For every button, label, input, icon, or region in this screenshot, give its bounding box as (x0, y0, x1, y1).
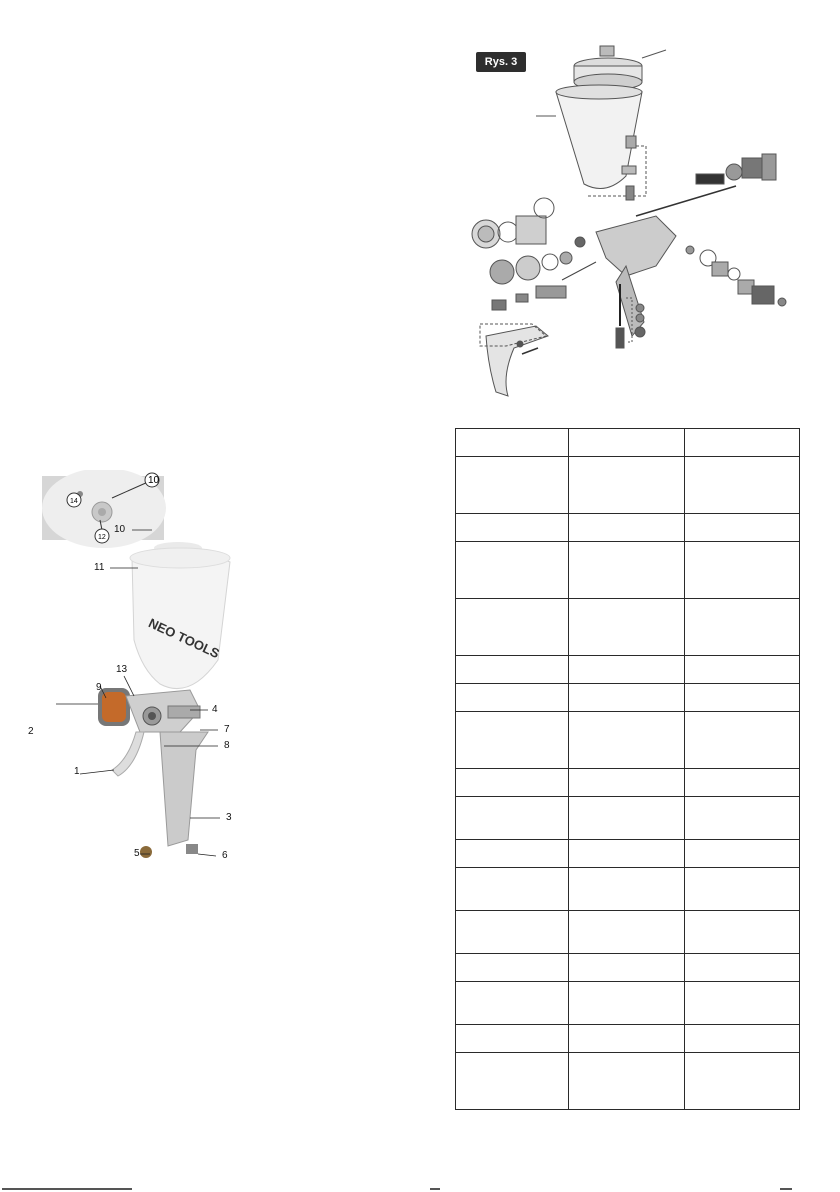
table-cell (685, 797, 800, 840)
table-cell (685, 457, 800, 514)
table-cell (569, 954, 685, 982)
table-cell (456, 599, 569, 656)
table-cell (456, 656, 569, 684)
table-cell (456, 954, 569, 982)
table-cell (685, 911, 800, 954)
gun-callout: 1 (74, 766, 80, 777)
table-cell (456, 840, 569, 868)
gun-callout: 13 (116, 664, 128, 675)
table-cell (569, 457, 685, 514)
table-cell (685, 712, 800, 769)
gun-callout: 6 (222, 850, 228, 861)
table-cell (456, 769, 569, 797)
table-row (456, 797, 800, 840)
table-row (456, 840, 800, 868)
table-cell (685, 514, 800, 542)
table-cell (685, 982, 800, 1025)
table-row (456, 769, 800, 797)
parts-table (455, 428, 800, 1110)
gun-body (98, 688, 208, 858)
inset-callout: 14 (70, 498, 78, 505)
table-row (456, 1053, 800, 1110)
table-cell (456, 712, 569, 769)
gun-callout: 7 (224, 724, 230, 735)
table-row (456, 542, 800, 599)
table-cell (569, 868, 685, 911)
table-cell (569, 684, 685, 712)
table-cell (569, 1025, 685, 1053)
table-cell (456, 1025, 569, 1053)
page-footer-strip (0, 1186, 840, 1192)
table-cell (685, 1025, 800, 1053)
table-row (456, 684, 800, 712)
table-cell (456, 797, 569, 840)
table-cell (685, 429, 800, 457)
table-row (456, 429, 800, 457)
gun-callout: 9 (96, 682, 102, 693)
table-cell (569, 599, 685, 656)
table-row (456, 457, 800, 514)
table-cell (456, 868, 569, 911)
table-row (456, 514, 800, 542)
table-cell (456, 514, 569, 542)
gun-callout: 5 (134, 848, 140, 859)
table-cell (569, 429, 685, 457)
table-cell (456, 429, 569, 457)
gun-callout: 4 (212, 704, 218, 715)
table-cell (569, 656, 685, 684)
table-cell (569, 911, 685, 954)
table-cell (569, 982, 685, 1025)
gun-callout: 11 (94, 562, 105, 573)
inset-callout: 10 (148, 475, 160, 486)
table-cell (685, 656, 800, 684)
inset-callout: 12 (98, 534, 106, 541)
table-row (456, 1025, 800, 1053)
table-cell (685, 1053, 800, 1110)
table-cell (685, 599, 800, 656)
table-cell (569, 514, 685, 542)
table-row (456, 868, 800, 911)
table-cell (456, 1053, 569, 1110)
table-cell (685, 684, 800, 712)
table-row (456, 712, 800, 769)
table-cell (685, 954, 800, 982)
gun-callout: 2 (28, 726, 34, 737)
table-row (456, 599, 800, 656)
exploded-parts-diagram (456, 36, 796, 406)
table-cell (569, 840, 685, 868)
table-row (456, 982, 800, 1025)
table-cell (456, 457, 569, 514)
cup-logo: NEO TOOLS (146, 615, 222, 662)
figure-badge: Rys. 3 (476, 52, 526, 72)
gun-callout: 3 (226, 812, 232, 823)
paint-cup (130, 542, 230, 689)
spray-gun-photo (40, 470, 280, 870)
table-cell (685, 769, 800, 797)
table-cell (569, 712, 685, 769)
table-cell (456, 911, 569, 954)
table-cell (456, 542, 569, 599)
table-cell (456, 684, 569, 712)
gun-callout: 10 (114, 524, 126, 535)
table-cell (569, 797, 685, 840)
table-cell (685, 868, 800, 911)
table-cell (456, 982, 569, 1025)
table-row (456, 954, 800, 982)
table-cell (569, 542, 685, 599)
table-row (456, 911, 800, 954)
table-row (456, 656, 800, 684)
table-cell (685, 542, 800, 599)
gun-callout: 8 (224, 740, 230, 751)
table-cell (685, 840, 800, 868)
table-cell (569, 769, 685, 797)
table-cell (569, 1053, 685, 1110)
